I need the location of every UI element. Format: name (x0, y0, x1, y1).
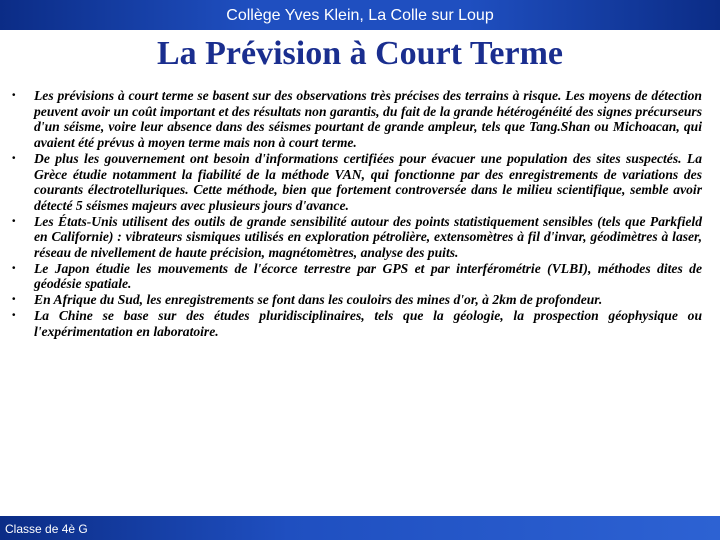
header-bar (0, 0, 720, 30)
bullet-icon: • (12, 215, 16, 227)
bullet-item (12, 88, 702, 151)
bullet-item (12, 151, 702, 214)
bullet-text: En Afrique du Sud, les enregistrements se font dans les couloirs des mines d'or, à 2km de profondeur. (34, 292, 603, 308)
bullet-list (12, 88, 702, 339)
bullet-icon: • (12, 152, 16, 164)
class-label: Classe de 4è G (5, 522, 88, 536)
bullet-icon: • (12, 90, 16, 101)
bullet-icon: • (12, 309, 16, 321)
bullet-item (12, 214, 702, 261)
bullet-text: Le Japon étudie les mouvements de l'écorce terrestre par GPS et par interférométrie (VLBI), méthodes dites de géodésie spatiale. (34, 260, 702, 292)
bullet-text: De plus les gouvernement ont besoin d'informations certifiées pour évacuer une population des sites suspectés. La Grèce étudie notamment la fiabilité de la méthode VAN, qui fonctionne par des enregistrements de variations des courants électrotelluriques. Cette méthode, bien que fortement controversée dans le milieu scientifique, semble avoir détecté 5 séismes majeurs avec plusieurs jours d'avance. (34, 150, 702, 213)
bullet-item (12, 292, 702, 308)
bullet-text: Les États-Unis utilisent des outils de grande sensibilité autour des points statistiquement sensibles (tels que Parkfield en Californie) : vibrateurs sismiques utilisés en exploration pétrolière, extensomètres à fil d'invar, géodimètres à laser, réseau de nivellement de haute précision, magnétomètres, analyse des puits. (34, 213, 702, 261)
bullet-item (12, 261, 702, 292)
school-name: Collège Yves Klein, La Colle sur Loup (226, 6, 494, 24)
footer-bar (0, 516, 720, 540)
bullet-item (12, 308, 702, 339)
bullet-icon: • (12, 262, 16, 274)
bullet-icon: • (12, 294, 16, 306)
bullet-text: La Chine se base sur des études pluridisciplinaires, tels que la géologie, la prospection géophysique ou l'expérimentation en laboratoire. (34, 307, 702, 339)
bullet-text: Les prévisions à court terme se basent sur des observations très précises des terrains à risque. Les moyens de détection peuvent avoir un coût important et des résultats non garantis, du fait de la grande hétérogénéité des signes précurseurs d'un séisme, voire leur absence dans des séismes pourtant de grande ampleur, tels que Tang.Shan ou Michoacan, qui avaient été prévus à moyen terme mais non à court terme. (34, 88, 702, 151)
slide-title: La Prévision à Court Terme (156, 35, 564, 72)
